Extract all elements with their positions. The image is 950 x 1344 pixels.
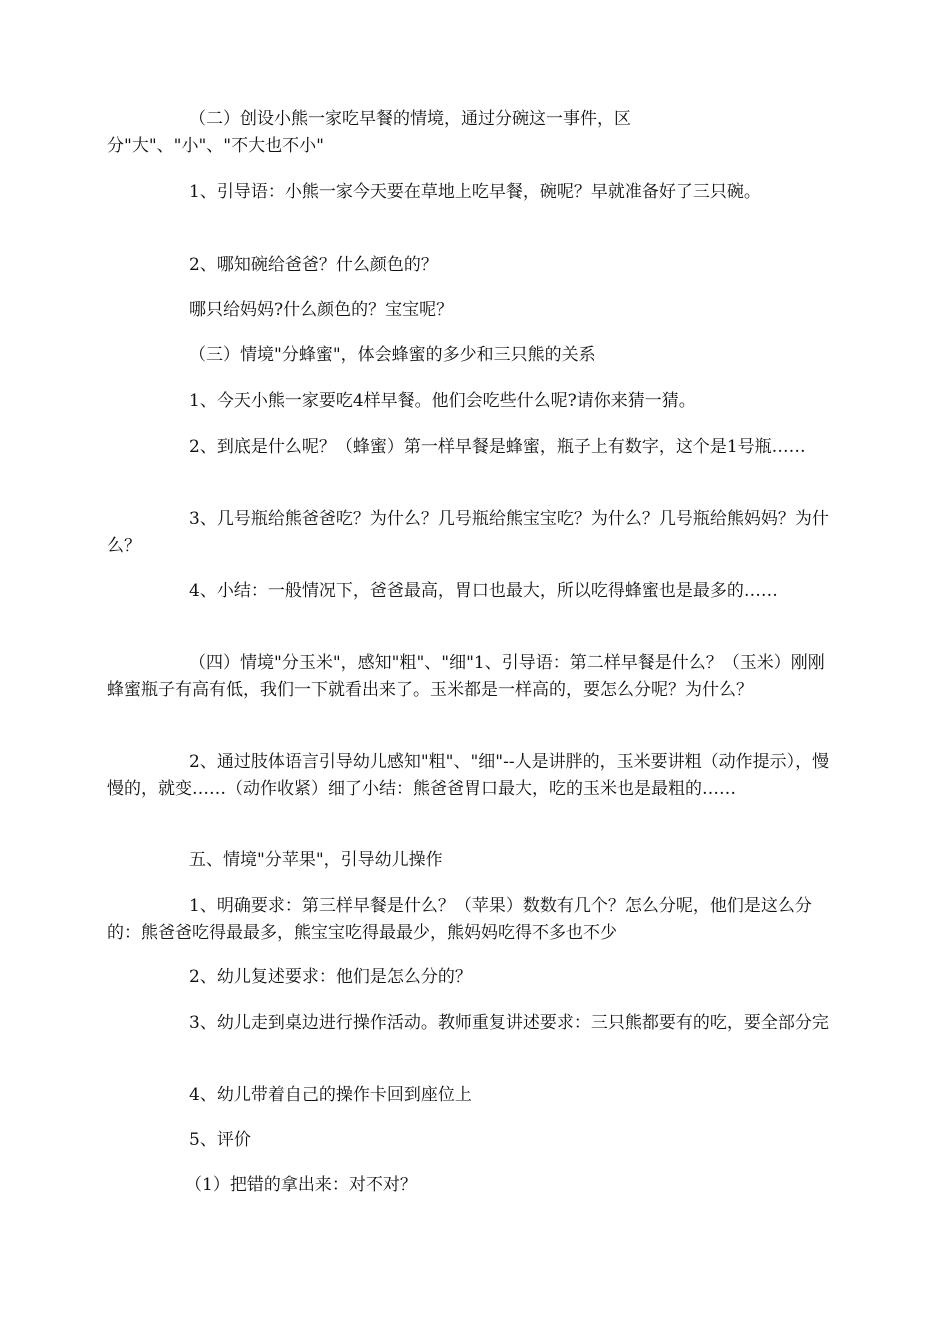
paragraph-evaluation-1: （1）把错的拿出来：对不对？: [185, 1175, 417, 1195]
paragraph-apple-4: 4、幼儿带着自己的操作卡回到座位上: [189, 1085, 472, 1105]
paragraph-bowl-mom: 哪只给妈妈?什么颜色的？宝宝呢？: [189, 300, 454, 320]
paragraph-apple-2: 2、幼儿复述要求：他们是怎么分的？: [189, 967, 472, 987]
paragraph-section-two-heading: （二）创设小熊一家吃早餐的情境，通过分碗这一事件，区分"大"、"小"、"不大也不小": [107, 109, 631, 156]
paragraph-item-2-bowl-dad: 2、哪知碗给爸爸？什么颜色的？: [189, 255, 438, 275]
paragraph-corn-2: 2、通过肢体语言引导幼儿感知"粗"、"细"--人是讲胖的，玉米要讲粗（动作提示），慢慢的，就变……（动作收紧）细了小结：熊爸爸胃口最大，吃的玉米也是最粗的……: [107, 752, 830, 799]
paragraph-section-five-heading: 五、情境"分苹果"，引导幼儿操作: [189, 850, 443, 870]
paragraph-honey-3: 3、几号瓶给熊爸爸吃？为什么？几号瓶给熊宝宝吃？为什么？几号瓶给熊妈妈？为什么？: [107, 509, 829, 556]
paragraph-evaluation: 5、评价: [189, 1130, 251, 1150]
paragraph-apple-1: 1、明确要求：第三样早餐是什么？（苹果）数数有几个？怎么分呢，他们是这么分的：熊爸爸吃得最最多，熊宝宝吃得最最少，熊妈妈吃得不多也不少: [107, 896, 812, 943]
paragraph-section-three-heading: （三）情境"分蜂蜜"，体会蜂蜜的多少和三只熊的关系: [189, 345, 596, 365]
paragraph-honey-1: 1、今天小熊一家要吃4样早餐。他们会吃些什么呢?请你来猜一猜。: [189, 391, 696, 411]
paragraph-honey-summary: 4、小结：一般情况下，爸爸最高，胃口也最大，所以吃得蜂蜜也是最多的……: [189, 581, 778, 601]
paragraph-apple-3: 3、幼儿走到桌边进行操作活动。教师重复讲述要求：三只熊都要有的吃，要全部分完: [189, 1013, 829, 1033]
paragraph-section-four-corn: （四）情境"分玉米"，感知"粗"、"细"1、引导语：第二样早餐是什么？（玉米）刚刚蜂蜜瓶子有高有低，我们一下就看出来了。玉米都是一样高的，要怎么分呢？为什么？: [107, 653, 825, 700]
paragraph-honey-2: 2、到底是什么呢？（蜂蜜）第一样早餐是蜂蜜，瓶子上有数字，这个是1号瓶……: [189, 437, 806, 457]
paragraph-item-1-guide: 1、引导语：小熊一家今天要在草地上吃早餐，碗呢？早就准备好了三只碗。: [189, 182, 761, 202]
